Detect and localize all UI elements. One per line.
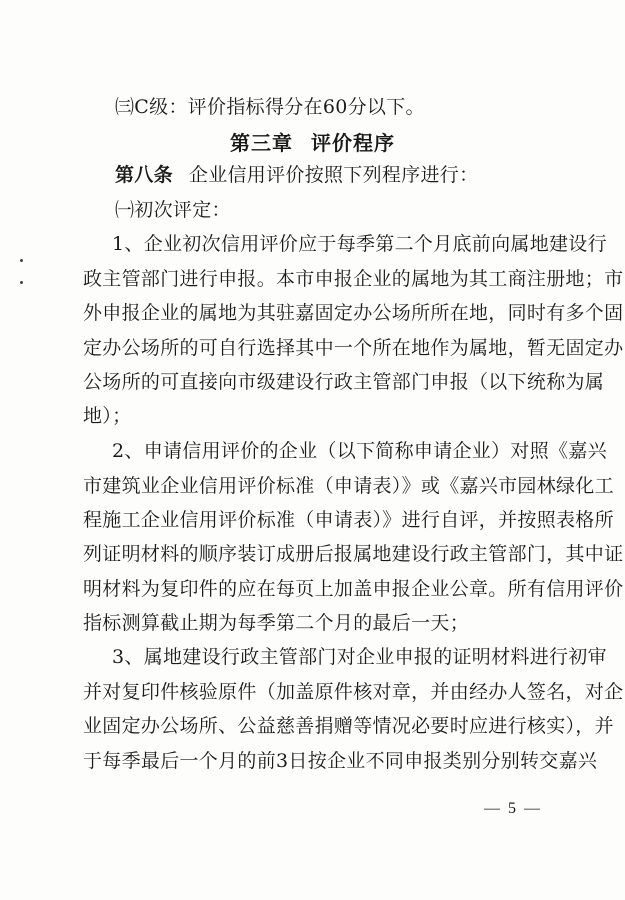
paragraph-line: 列证明材料的顺序装订成册后报属地建设行政主管部门，其中证	[83, 543, 624, 565]
initial-assessment-heading: ㈠初次评定：	[115, 199, 231, 221]
chapter-title: 评价程序	[311, 131, 395, 155]
page-number: — 5 —	[484, 800, 542, 817]
article-text: 企业信用评价按照下列程序进行：	[188, 164, 479, 186]
chapter-number: 第三章	[230, 131, 293, 155]
paragraph-line: 2、申请信用评价的企业（以下简称申请企业）对照《嘉兴	[112, 440, 607, 462]
paragraph-line: 3、属地建设行政主管部门对企业申报的证明材料进行初审	[112, 646, 607, 668]
paragraph-line: 定办公场所的可自行选择其中一个所在地作为属地，暂无固定办	[83, 337, 624, 359]
chapter-heading	[0, 127, 625, 156]
paragraph-line: 地）；	[83, 405, 132, 427]
paragraph-line: 1、企业初次信用评价应于每季第二个月底前向属地建设行	[112, 233, 607, 255]
paragraph-line: 指标测算截止期为每季第二个月的最后一天；	[83, 612, 470, 634]
grade-c-line: ㈢C级：评价指标得分在60分以下。	[115, 96, 425, 118]
paragraph-line: 政主管部门进行申报。本市申报企业的属地为其工商注册地；市	[83, 268, 624, 290]
paragraph-line: 市建筑业企业信用评价标准（申请表）》或《嘉兴市园林绿化工	[83, 475, 614, 497]
margin-mark	[20, 259, 23, 262]
paragraph-line: 并对复印件核验原件（加盖原件核对章，并由经办人签名，对企	[83, 681, 624, 703]
article-number: 第八条	[115, 164, 173, 186]
paragraph-line: 外申报企业的属地为其驻嘉固定办公场所所在地，同时有多个固	[83, 302, 624, 324]
paragraph-line: 公场所的可直接向市级建设行政主管部门申报（以下统称为属	[83, 371, 605, 393]
paragraph-line: 于每季最后一个月的前3日按企业不同申报类别分别转交嘉兴	[83, 750, 598, 772]
paragraph-line: 程施工企业信用评价标准（申请表）》进行自评，并按照表格所	[83, 509, 614, 531]
article-eight-line	[115, 164, 478, 186]
margin-mark	[20, 281, 23, 284]
paragraph-line: 业固定办公场所、公益慈善捐赠等情况必要时应进行核实），并	[83, 715, 614, 737]
paragraph-line: 明材料为复印件的应在每页上加盖申报企业公章。所有信用评价	[83, 578, 624, 600]
